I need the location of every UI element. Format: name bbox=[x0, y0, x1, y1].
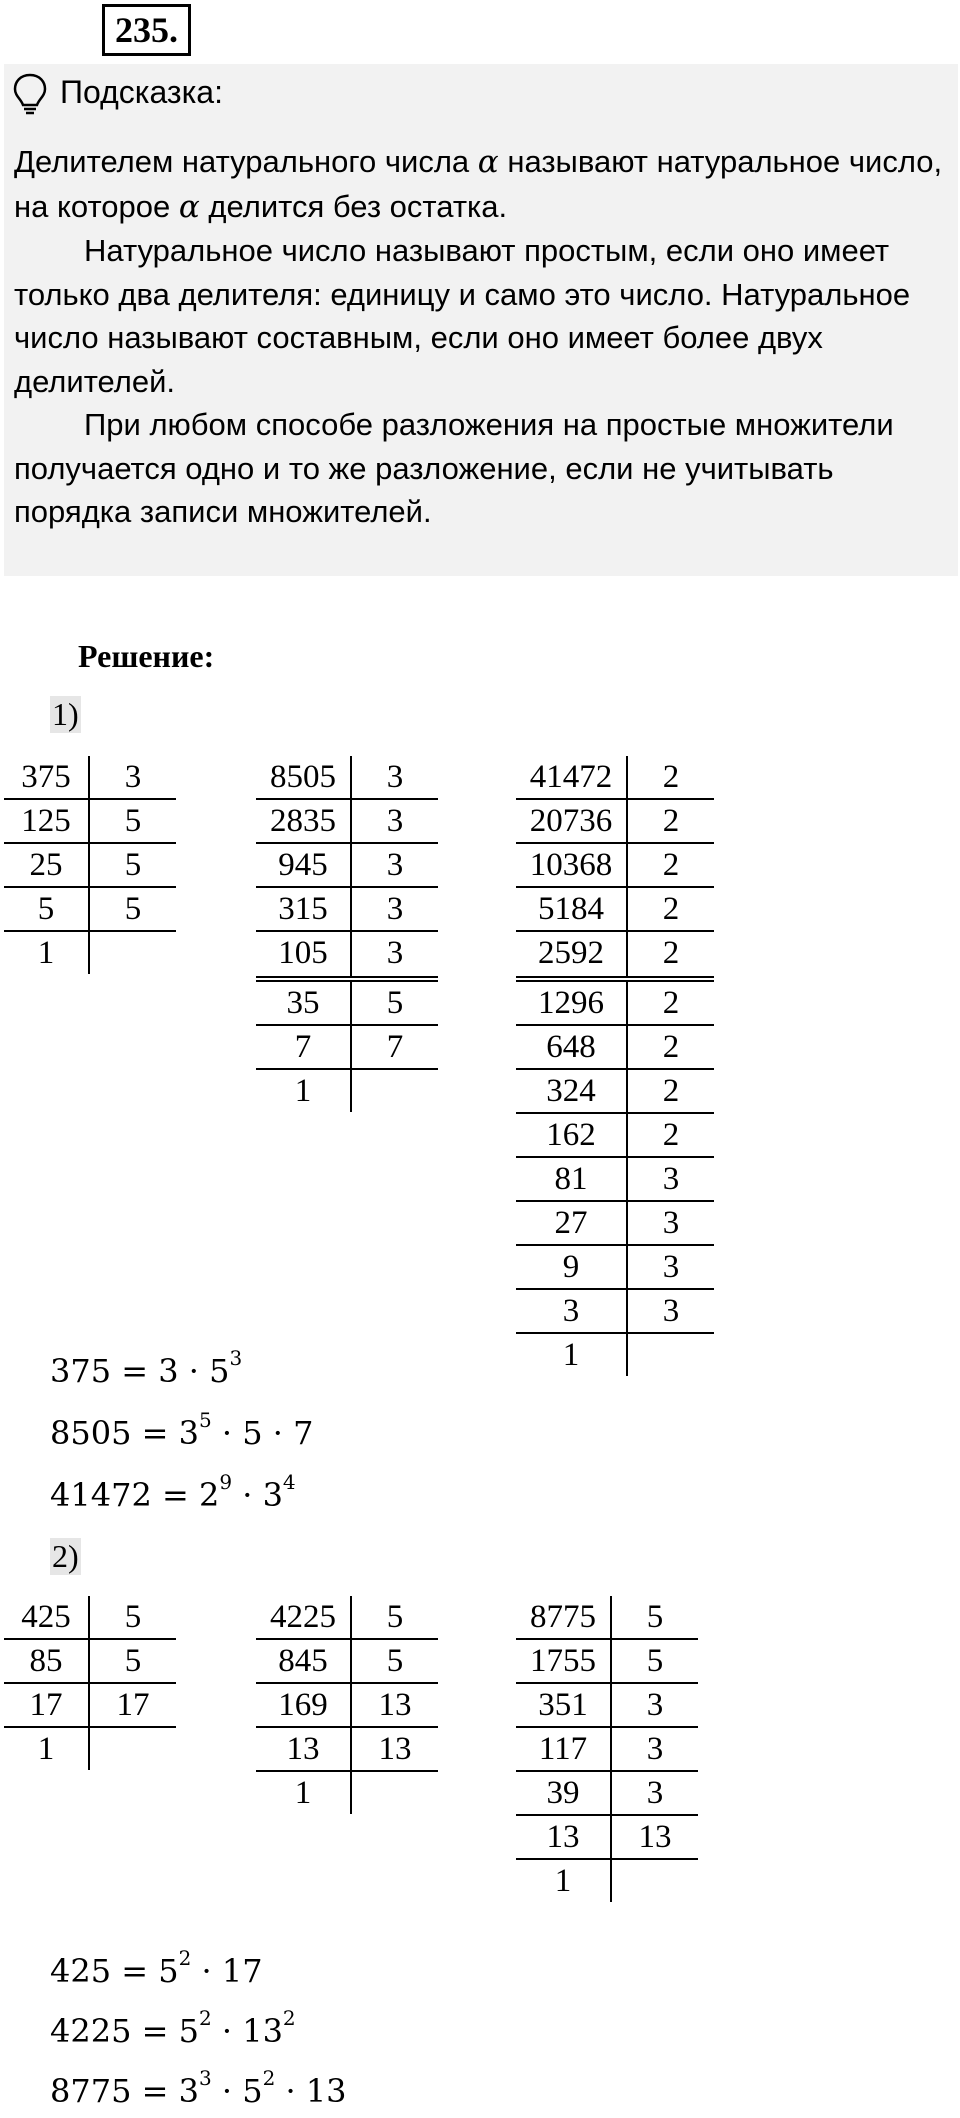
divisor-cell: 3 bbox=[646, 1687, 664, 1723]
divisor-cell: 17 bbox=[116, 1687, 150, 1723]
dividend-cell: 162 bbox=[516, 1114, 628, 1156]
table-row bbox=[4, 756, 176, 800]
dividend-cell: 39 bbox=[516, 1772, 612, 1814]
divisor-cell: 3 bbox=[646, 1775, 664, 1811]
equation-1-3: $41472 = 2^9 \cdot 3^4$ bbox=[50, 1470, 296, 1514]
table-row bbox=[516, 1684, 698, 1728]
table-row bbox=[4, 800, 176, 844]
table-row bbox=[516, 1728, 698, 1772]
dividend-cell: 13 bbox=[516, 1816, 612, 1858]
table-row bbox=[516, 800, 714, 844]
table-row bbox=[256, 800, 438, 844]
table-row bbox=[4, 1640, 176, 1684]
hint-text bbox=[14, 140, 944, 534]
table-row bbox=[516, 1026, 714, 1070]
division-table bbox=[4, 756, 176, 974]
dividend-cell: 648 bbox=[516, 1026, 628, 1068]
divisor-cell: 5 bbox=[124, 1599, 142, 1635]
table-row bbox=[256, 1772, 438, 1814]
divisor-cell: 5 bbox=[124, 1643, 142, 1679]
table-row bbox=[516, 1158, 714, 1202]
dividend-cell: 1 bbox=[516, 1860, 612, 1902]
table-row bbox=[516, 888, 714, 932]
dividend-cell: 315 bbox=[256, 888, 352, 930]
divisor-cell bbox=[352, 1772, 438, 1814]
hint-paragraph-2: Натуральное число называют простым, если оно имеет только два делителя: единицу и само это число. Натуральное число называют составным, если оно имеет более двух делителей. bbox=[14, 233, 911, 399]
part-label-2: 2) bbox=[52, 1538, 79, 1574]
table-row bbox=[516, 932, 714, 982]
divisor-cell: 3 bbox=[386, 759, 404, 795]
divisor-cell bbox=[352, 1070, 438, 1112]
table-row bbox=[4, 1596, 176, 1640]
divisor-cell: 13 bbox=[378, 1731, 412, 1767]
table-row bbox=[256, 844, 438, 888]
equation-1-2: $8505 = 3^5 \cdot 5 \cdot 7$ bbox=[50, 1408, 314, 1452]
division-table bbox=[256, 756, 438, 1112]
divisor-cell: 3 bbox=[386, 891, 404, 927]
divisor-cell: 3 bbox=[662, 1249, 680, 1285]
hint-p1-part-c: делится без остатка. bbox=[199, 188, 508, 224]
divisor-cell: 13 bbox=[638, 1819, 672, 1855]
hint-p1-part-a: Делителем натурального числа bbox=[14, 144, 478, 179]
problem-number: 235. bbox=[102, 4, 191, 56]
divisor-cell: 5 bbox=[124, 847, 142, 883]
dividend-cell: 375 bbox=[4, 756, 90, 798]
dividend-cell: 13 bbox=[256, 1728, 352, 1770]
dividend-cell: 3 bbox=[516, 1290, 628, 1332]
table-row bbox=[4, 932, 176, 974]
dividend-cell: 1 bbox=[4, 932, 90, 974]
dividend-cell: 1 bbox=[4, 1728, 90, 1770]
divisor-cell: 2 bbox=[662, 1029, 680, 1065]
dividend-cell: 1 bbox=[516, 1334, 628, 1376]
dividend-cell: 8775 bbox=[516, 1596, 612, 1638]
divisor-cell: 3 bbox=[662, 1205, 680, 1241]
table-row bbox=[256, 1640, 438, 1684]
table-row bbox=[256, 1070, 438, 1112]
equation-1-1: $375 = 3 \cdot 5^3$ bbox=[50, 1346, 243, 1390]
divisor-cell: 3 bbox=[662, 1293, 680, 1329]
dividend-cell: 117 bbox=[516, 1728, 612, 1770]
part-label-1: 1) bbox=[52, 696, 79, 732]
divisor-cell: 3 bbox=[386, 935, 404, 971]
dividend-cell: 1 bbox=[256, 1772, 352, 1814]
divisor-cell: 5 bbox=[386, 1643, 404, 1679]
hint-p1-part-b: называют натуральное число, на которое bbox=[14, 144, 943, 224]
divisor-cell: 2 bbox=[662, 891, 680, 927]
table-row bbox=[516, 1596, 698, 1640]
table-row bbox=[256, 932, 438, 982]
divisor-cell: 2 bbox=[662, 1117, 680, 1153]
dividend-cell: 85 bbox=[4, 1640, 90, 1682]
divisor-cell: 5 bbox=[124, 803, 142, 839]
dividend-cell: 27 bbox=[516, 1202, 628, 1244]
table-row bbox=[516, 844, 714, 888]
table-row bbox=[516, 1860, 698, 1902]
table-row bbox=[516, 982, 714, 1026]
divisor-cell bbox=[628, 1334, 714, 1376]
dividend-cell: 845 bbox=[256, 1640, 352, 1682]
division-table bbox=[4, 1596, 176, 1770]
divisor-cell: 2 bbox=[662, 1073, 680, 1109]
divisor-cell: 3 bbox=[386, 847, 404, 883]
dividend-cell: 2835 bbox=[256, 800, 352, 842]
division-table bbox=[256, 1596, 438, 1814]
divisor-cell: 3 bbox=[646, 1731, 664, 1767]
dividend-cell: 9 bbox=[516, 1246, 628, 1288]
dividend-cell: 7 bbox=[256, 1026, 352, 1068]
divisor-cell: 2 bbox=[662, 847, 680, 883]
division-table bbox=[516, 1596, 698, 1902]
table-row bbox=[516, 1334, 714, 1376]
divisor-cell: 3 bbox=[386, 803, 404, 839]
divisor-cell bbox=[612, 1860, 698, 1902]
divisor-cell: 5 bbox=[386, 985, 404, 1021]
alpha-symbol: α bbox=[178, 188, 200, 225]
dividend-cell: 17 bbox=[4, 1684, 90, 1726]
dividend-cell: 125 bbox=[4, 800, 90, 842]
table-row bbox=[516, 756, 714, 800]
divisor-cell: 2 bbox=[662, 935, 680, 971]
table-row bbox=[516, 1772, 698, 1816]
divisor-cell: 2 bbox=[662, 803, 680, 839]
dividend-cell: 5184 bbox=[516, 888, 628, 930]
dividend-cell: 81 bbox=[516, 1158, 628, 1200]
hint-paragraph-1 bbox=[14, 140, 944, 229]
dividend-cell: 425 bbox=[4, 1596, 90, 1638]
table-row bbox=[256, 888, 438, 932]
table-row bbox=[256, 1596, 438, 1640]
dividend-cell: 20736 bbox=[516, 800, 628, 842]
equation-2-2: $4225 = 5^2 \cdot 13^2$ bbox=[50, 2006, 296, 2050]
divisor-cell bbox=[90, 1728, 176, 1770]
dividend-cell: 1296 bbox=[516, 982, 628, 1024]
table-row bbox=[516, 1114, 714, 1158]
table-row bbox=[256, 1728, 438, 1772]
dividend-cell: 945 bbox=[256, 844, 352, 886]
dividend-cell: 169 bbox=[256, 1684, 352, 1726]
dividend-cell: 25 bbox=[4, 844, 90, 886]
dividend-cell: 1 bbox=[256, 1070, 352, 1112]
table-row bbox=[256, 1684, 438, 1728]
dividend-cell: 2592 bbox=[516, 932, 628, 976]
table-row bbox=[256, 982, 438, 1026]
dividend-cell: 105 bbox=[256, 932, 352, 976]
divisor-cell bbox=[90, 932, 176, 974]
divisor-cell: 3 bbox=[124, 759, 142, 795]
table-row bbox=[516, 1202, 714, 1246]
divisor-cell: 2 bbox=[662, 759, 680, 795]
division-table bbox=[516, 756, 714, 1376]
hint-title: Подсказка: bbox=[60, 74, 223, 110]
equation-2-1: $425 = 5^2 \cdot 17$ bbox=[50, 1946, 263, 1990]
divisor-cell: 5 bbox=[646, 1643, 664, 1679]
equation-2-3: $8775 = 3^3 \cdot 5^2 \cdot 13$ bbox=[50, 2066, 347, 2110]
divisor-cell: 5 bbox=[646, 1599, 664, 1635]
table-row bbox=[256, 756, 438, 800]
hint-paragraph-3: При любом способе разложения на простые множители получается одно и то же разложение, если не учитывать порядка записи множителей. bbox=[14, 407, 894, 529]
table-row bbox=[4, 1728, 176, 1770]
dividend-cell: 4225 bbox=[256, 1596, 352, 1638]
table-row bbox=[256, 1026, 438, 1070]
table-row bbox=[516, 1816, 698, 1860]
dividend-cell: 351 bbox=[516, 1684, 612, 1726]
solution-title: Решение: bbox=[78, 638, 215, 674]
dividend-cell: 10368 bbox=[516, 844, 628, 886]
lightbulb-icon bbox=[12, 72, 48, 116]
alpha-symbol: α bbox=[477, 144, 499, 180]
dividend-cell: 1755 bbox=[516, 1640, 612, 1682]
divisor-cell: 13 bbox=[378, 1687, 412, 1723]
dividend-cell: 5 bbox=[4, 888, 90, 930]
divisor-cell: 5 bbox=[386, 1599, 404, 1635]
table-row bbox=[4, 888, 176, 932]
table-row bbox=[516, 1070, 714, 1114]
dividend-cell: 41472 bbox=[516, 756, 628, 798]
divisor-cell: 5 bbox=[124, 891, 142, 927]
dividend-cell: 35 bbox=[256, 982, 352, 1024]
dividend-cell: 324 bbox=[516, 1070, 628, 1112]
table-row bbox=[516, 1246, 714, 1290]
table-row bbox=[516, 1290, 714, 1334]
divisor-cell: 3 bbox=[662, 1161, 680, 1197]
divisor-cell: 2 bbox=[662, 985, 680, 1021]
table-row bbox=[4, 844, 176, 888]
table-row bbox=[516, 1640, 698, 1684]
divisor-cell: 7 bbox=[386, 1029, 404, 1065]
table-row bbox=[4, 1684, 176, 1728]
dividend-cell: 8505 bbox=[256, 756, 352, 798]
